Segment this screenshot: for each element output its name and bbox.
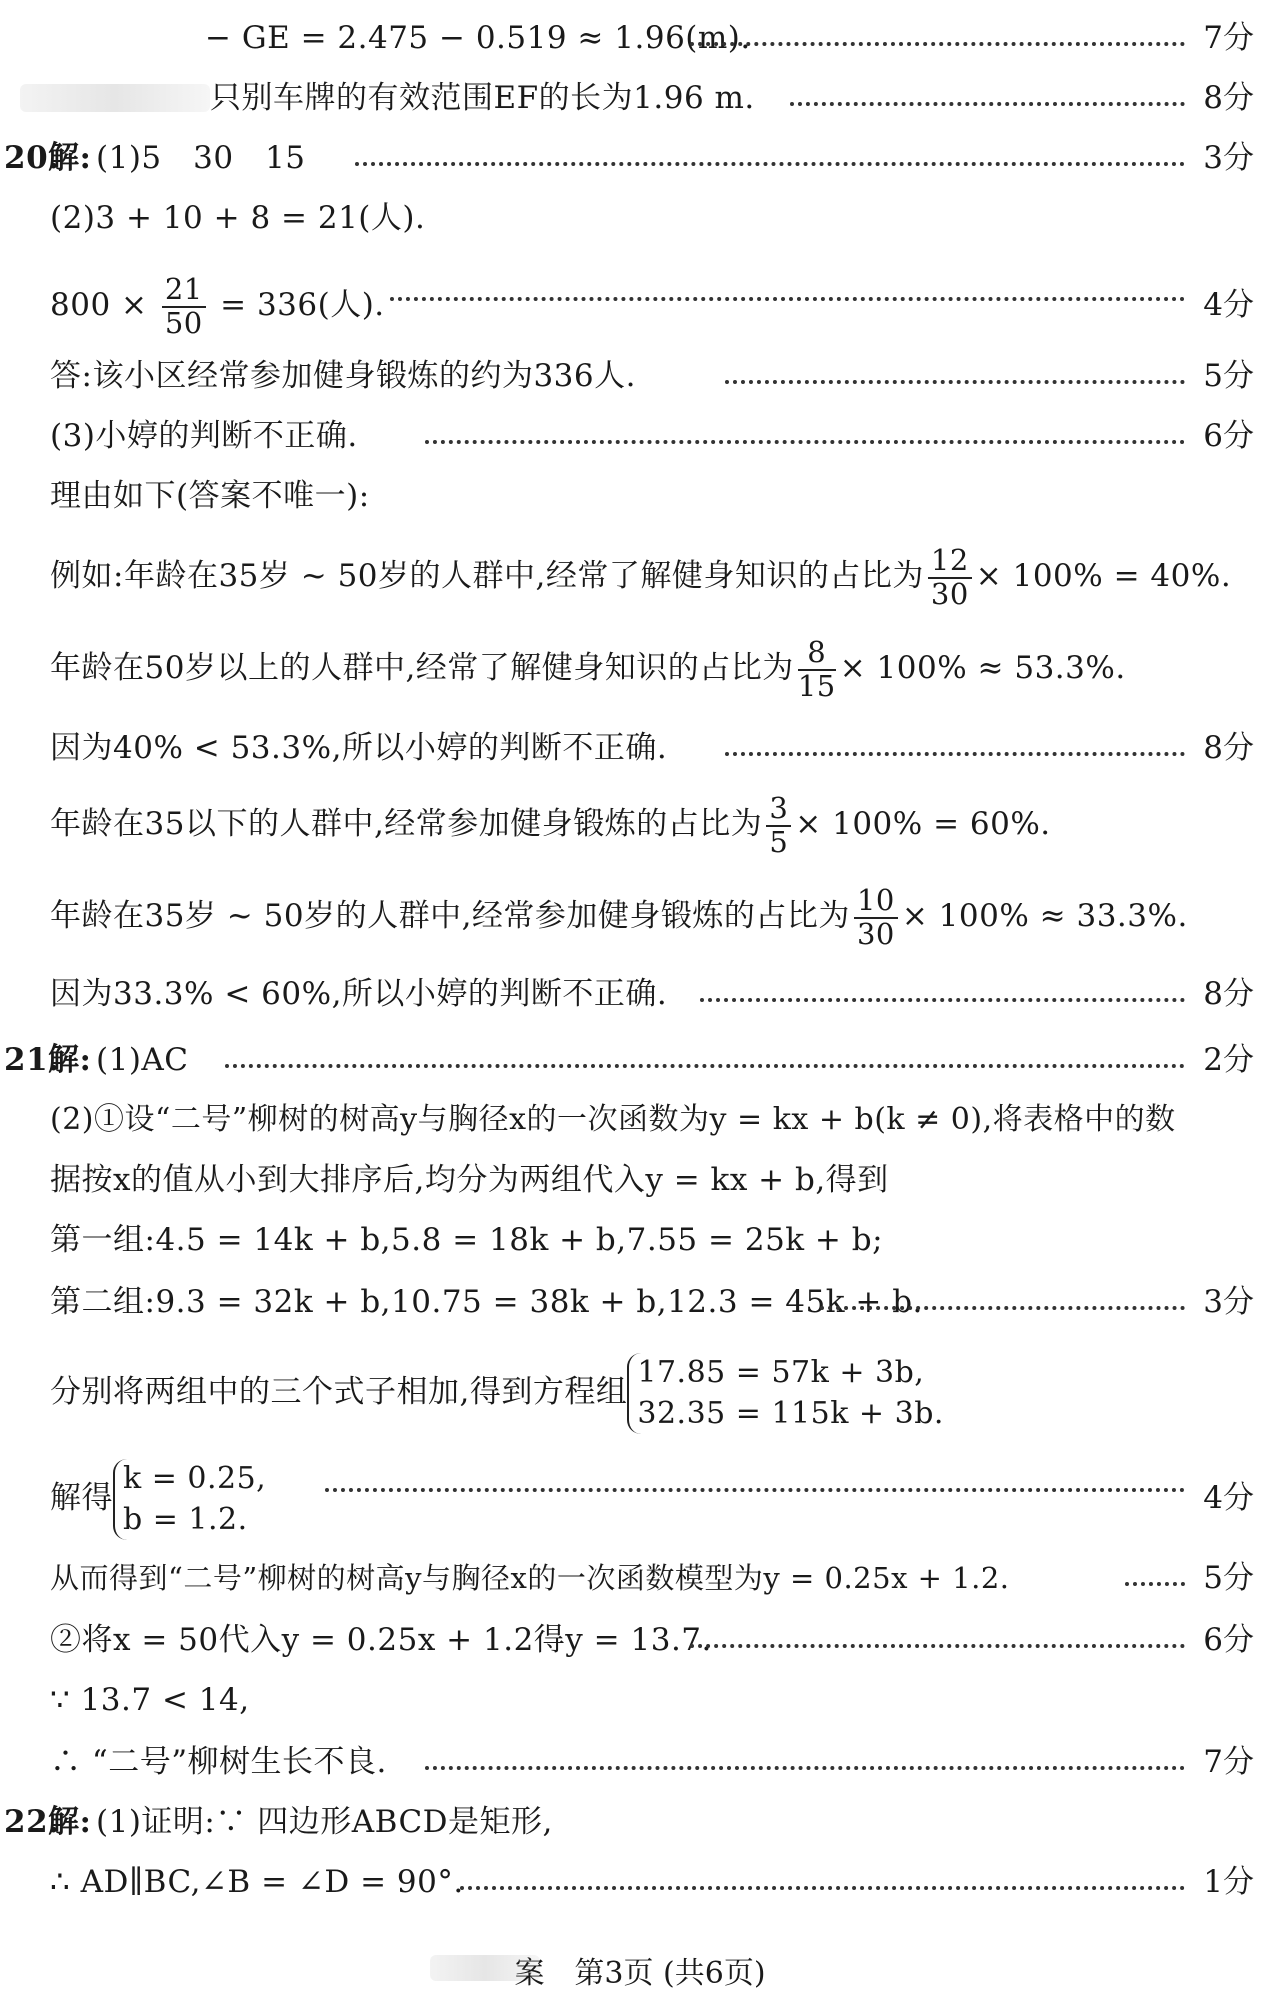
expr-post: × 100% = 60%. bbox=[795, 806, 1051, 842]
line-text: (1)AC bbox=[96, 1042, 189, 1078]
fraction bbox=[797, 634, 836, 703]
dot-leader bbox=[725, 380, 1185, 384]
score: 4分 bbox=[1203, 1480, 1254, 1516]
numerator: 8 bbox=[798, 637, 836, 671]
score: 4分 bbox=[1203, 287, 1254, 323]
answer-line bbox=[0, 8, 1280, 68]
line-text: ∴ AD∥BC,∠B = ∠D = 90°. bbox=[50, 1864, 464, 1900]
dot-leader bbox=[1125, 1582, 1185, 1586]
score: 7分 bbox=[1203, 1744, 1254, 1780]
dot-leader bbox=[325, 1488, 1185, 1492]
question-22-header bbox=[0, 1792, 1280, 1852]
answer-line bbox=[0, 1448, 1280, 1548]
equation: 32.35 = 115k + 3b. bbox=[637, 1395, 944, 1431]
solution-lead: 解: bbox=[48, 140, 92, 176]
score: 6分 bbox=[1203, 418, 1254, 454]
answer-line bbox=[0, 346, 1280, 406]
line-text bbox=[50, 876, 1188, 956]
score: 5分 bbox=[1203, 358, 1254, 394]
line-text: (1)5 30 15 bbox=[96, 140, 306, 176]
equation-system bbox=[113, 1459, 266, 1540]
line-text: (1)证明:∵ 四边形ABCD是矩形, bbox=[96, 1804, 553, 1840]
numerator: 3 bbox=[766, 793, 791, 827]
denominator: 30 bbox=[930, 576, 969, 611]
line-text: 据按x的值从小到大排序后,均分为两组代入y = kx + b,得到 bbox=[50, 1162, 889, 1198]
answer-line bbox=[0, 628, 1280, 708]
answer-line bbox=[0, 876, 1280, 956]
answer-line bbox=[0, 1150, 1280, 1210]
question-20-header bbox=[0, 128, 1280, 188]
denominator: 15 bbox=[797, 668, 836, 703]
expr-post: × 100% ≈ 53.3%. bbox=[839, 650, 1126, 686]
line-text: 只别车牌的有效范围EF的长为1.96 m. bbox=[210, 80, 755, 116]
answer-line bbox=[0, 265, 1280, 345]
solution-lead: 解: bbox=[48, 1804, 92, 1840]
expr-pre: 年龄在35以下的人群中,经常参加健身锻炼的占比为 bbox=[50, 806, 763, 842]
expr-post: × 100% = 40%. bbox=[975, 558, 1232, 594]
line-text bbox=[50, 784, 1051, 864]
score: 6分 bbox=[1203, 1622, 1254, 1658]
line-text bbox=[50, 628, 1126, 708]
dot-leader bbox=[460, 1886, 1185, 1890]
line-text: 从而得到“二号”柳树的树高y与胸径x的一次函数模型为y = 0.25x + 1.2. bbox=[50, 1561, 1010, 1595]
answer-line bbox=[0, 406, 1280, 466]
line-text: (3)小婷的判断不正确. bbox=[50, 418, 358, 454]
answer-line bbox=[0, 1090, 1280, 1150]
dot-leader bbox=[790, 102, 1185, 106]
answer-line bbox=[0, 1272, 1280, 1332]
dot-leader bbox=[700, 998, 1185, 1002]
score: 7分 bbox=[1203, 20, 1254, 56]
answer-line bbox=[0, 466, 1280, 526]
question-number: 21. bbox=[4, 1042, 60, 1078]
answer-line bbox=[0, 1548, 1280, 1608]
fraction bbox=[854, 882, 898, 951]
line-text bbox=[50, 265, 385, 345]
equation-system bbox=[627, 1353, 944, 1434]
score: 5分 bbox=[1203, 1560, 1254, 1596]
expr-pre: 解得 bbox=[50, 1480, 113, 1516]
answer-line bbox=[0, 1210, 1280, 1270]
score: 8分 bbox=[1203, 80, 1254, 116]
denominator: 50 bbox=[164, 305, 203, 340]
expr-pre: 例如:年龄在35岁 ~ 50岁的人群中,经常了解健身知识的占比为 bbox=[50, 558, 924, 594]
answer-line bbox=[0, 1852, 1280, 1912]
dot-leader bbox=[425, 1766, 1185, 1770]
expr-pre: 年龄在50岁以上的人群中,经常了解健身知识的占比为 bbox=[50, 650, 794, 686]
line-text: 因为33.3% < 60%,所以小婷的判断不正确. bbox=[50, 976, 668, 1012]
dot-leader bbox=[690, 1644, 1185, 1648]
expr-post: × 100% ≈ 33.3%. bbox=[901, 898, 1188, 934]
fraction bbox=[928, 542, 972, 611]
numerator: 12 bbox=[928, 545, 972, 579]
answer-line bbox=[0, 718, 1280, 778]
question-number: 20. bbox=[4, 140, 60, 176]
solution-lead: 解: bbox=[48, 1042, 92, 1078]
score: 3分 bbox=[1203, 1284, 1254, 1320]
dot-leader bbox=[225, 1064, 1185, 1068]
expr-pre: 年龄在35岁 ~ 50岁的人群中,经常参加健身锻炼的占比为 bbox=[50, 898, 850, 934]
score: 2分 bbox=[1203, 1042, 1254, 1078]
line-text: 第二组:9.3 = 32k + b,10.75 = 38k + b,12.3 = 45k + b. bbox=[50, 1284, 923, 1320]
line-text: 答:该小区经常参加健身锻炼的约为336人. bbox=[50, 358, 636, 394]
question-21-header bbox=[0, 1030, 1280, 1090]
answer-line bbox=[0, 784, 1280, 864]
fraction bbox=[162, 271, 206, 340]
expr-post: = 336(人). bbox=[220, 287, 385, 323]
answer-line bbox=[0, 1342, 1280, 1442]
line-text: 理由如下(答案不唯一): bbox=[50, 478, 370, 514]
answer-line bbox=[0, 188, 1280, 248]
expr-pre: 分别将两组中的三个式子相加,得到方程组 bbox=[50, 1374, 628, 1410]
line-text bbox=[50, 536, 1231, 616]
answer-line bbox=[0, 1670, 1280, 1730]
answer-line bbox=[0, 1732, 1280, 1792]
line-text bbox=[50, 1448, 266, 1548]
numerator: 10 bbox=[854, 885, 898, 919]
score: 1分 bbox=[1203, 1864, 1254, 1900]
equation: 17.85 = 57k + 3b, bbox=[637, 1355, 925, 1390]
dot-leader bbox=[820, 1306, 1185, 1310]
line-text: ∴ “二号”柳树生长不良. bbox=[50, 1744, 387, 1780]
score: 8分 bbox=[1203, 730, 1254, 766]
dot-leader bbox=[690, 42, 1185, 46]
denominator: 5 bbox=[769, 824, 789, 859]
dot-leader bbox=[725, 752, 1185, 756]
equation: b = 1.2. bbox=[123, 1501, 248, 1537]
dot-leader bbox=[355, 162, 1185, 166]
line-text: (2)①设“二号”柳树的树高y与胸径x的一次函数为y = kx + b(k ≠ 0),将表格中的数 bbox=[50, 1102, 1176, 1137]
answer-line bbox=[0, 536, 1280, 616]
dot-leader bbox=[390, 297, 1185, 301]
line-text: ②将x = 50代入y = 0.25x + 1.2得y = 13.7. bbox=[50, 1622, 712, 1658]
numerator: 21 bbox=[162, 274, 206, 308]
score: 3分 bbox=[1203, 140, 1254, 176]
score: 8分 bbox=[1203, 976, 1254, 1012]
line-text: ∵ 13.7 < 14, bbox=[50, 1682, 250, 1718]
denominator: 30 bbox=[856, 916, 895, 951]
answer-line bbox=[0, 68, 1280, 128]
answer-line bbox=[0, 964, 1280, 1024]
line-text: − GE = 2.475 − 0.519 ≈ 1.96(m). bbox=[205, 20, 751, 56]
question-number: 22. bbox=[4, 1804, 60, 1840]
equation: k = 0.25, bbox=[123, 1461, 267, 1496]
answer-line bbox=[0, 1610, 1280, 1670]
line-text: 第一组:4.5 = 14k + b,5.8 = 18k + b,7.55 = 25k + b; bbox=[50, 1222, 884, 1258]
page-footer: 案 第3页 (共6页) bbox=[514, 1956, 766, 1991]
fraction bbox=[766, 790, 791, 859]
line-text: (2)3 + 10 + 8 = 21(人). bbox=[50, 200, 426, 236]
expr-pre: 800 × bbox=[50, 287, 148, 323]
line-text bbox=[50, 1342, 944, 1442]
line-text: 因为40% < 53.3%,所以小婷的判断不正确. bbox=[50, 730, 668, 766]
dot-leader bbox=[425, 440, 1185, 444]
